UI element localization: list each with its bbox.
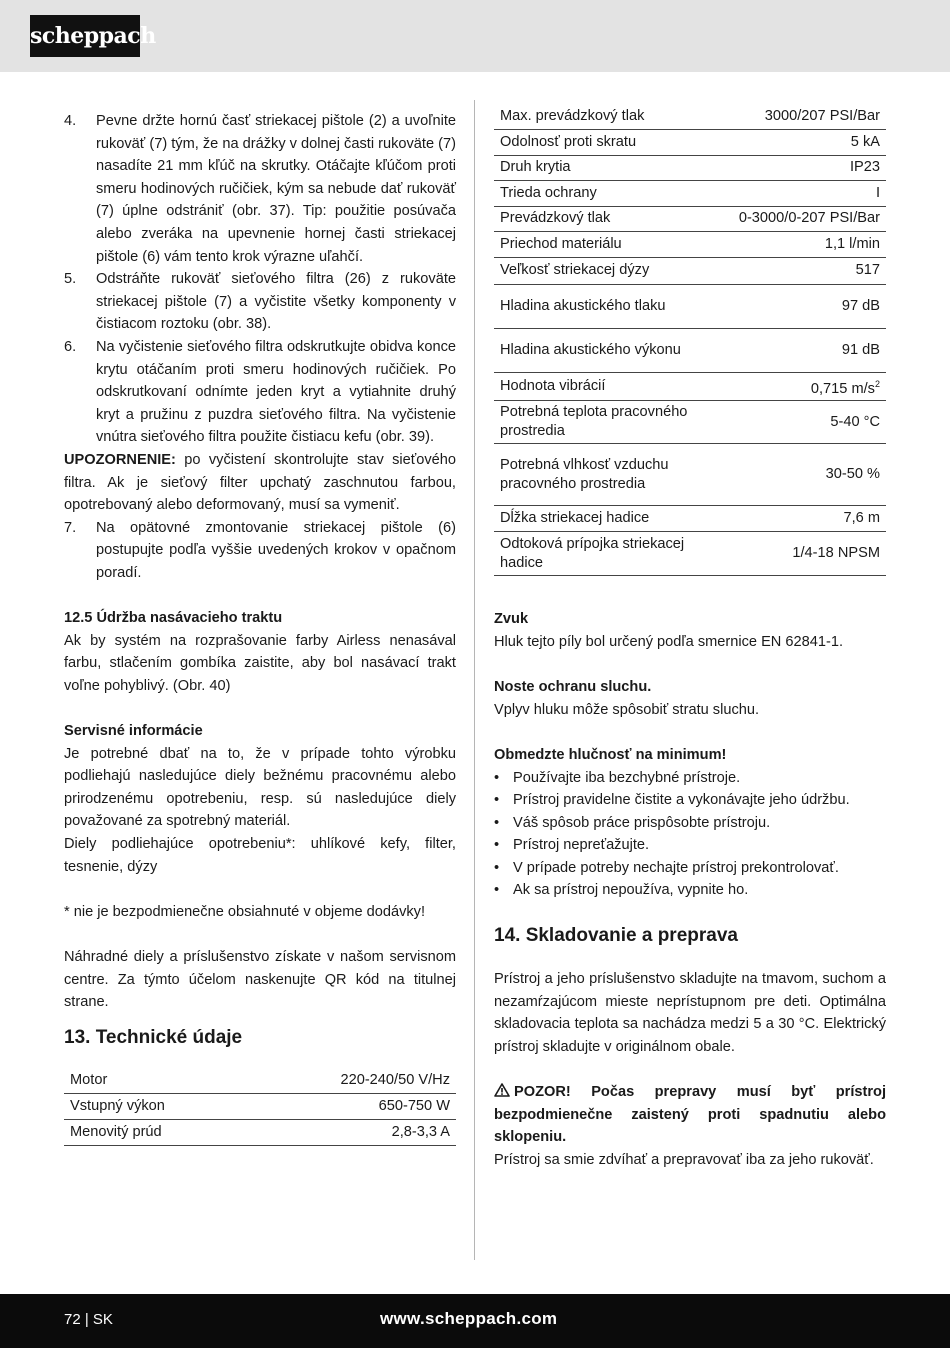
- spec-value-text: 650-750 W: [378, 1098, 450, 1115]
- spec-value: [724, 328, 886, 372]
- spec-label: Priechod materiálu: [494, 232, 724, 258]
- spec-value: [247, 1094, 456, 1120]
- step-number: 6.: [64, 338, 77, 355]
- spec-value-text: 3000/207 PSI/Bar: [764, 108, 880, 124]
- spec-row: [494, 506, 886, 532]
- bullet-text: Prístroj nepreťažujte.: [513, 837, 650, 854]
- spec-row: [494, 401, 886, 444]
- bullet-dot: •: [494, 814, 500, 831]
- hearing-title: Noste ochranu sluchu.: [494, 679, 652, 696]
- bullet-text: Prístroj pravidelne čistite a vykonávajte jeho údržbu.: [513, 792, 850, 809]
- spare-parts-text: Náhradné diely a príslušenstvo získate v našom servisnom centre. Za týmto účelom naskenujte QR kód na titulnej strane.: [64, 948, 456, 1011]
- spec-value: [724, 206, 886, 232]
- spec-label: Dĺžka striekacej hadice: [494, 506, 724, 532]
- section-12-5-text: Ak by systém na rozprašovanie farby Airless nenasával farbu, stlačením gombíka zaistite, aby bol nasávací trakt voľne pohyblivý. (Obr. 40): [64, 632, 456, 694]
- warning-triangle-icon: [494, 1082, 510, 1096]
- specs-table-right: [494, 104, 886, 576]
- bullet-item: [494, 857, 886, 880]
- website-link[interactable]: www.scheppach.com: [380, 1309, 558, 1328]
- page-number: 72 | SK: [64, 1311, 113, 1328]
- section-14-title: 14. Skladovanie a preprava: [494, 925, 738, 947]
- spec-value: [724, 130, 886, 156]
- bullet-dot: •: [494, 792, 500, 809]
- transport-warning: [494, 1081, 886, 1149]
- step-text: Pevne držte hornú časť striekacej pištole (2) a uvoľnite rukoväť (7) tým, že na drážky v dolnej časti rukoväte (7) nasadíte 21 mm kľúč na skrutky. Otáčajte kľúčom proti smeru hodinových ručičiek, kým sa nebude dať rukoväť (7) úplne odstrániť (obr. 37). Tip: použitie posúvača alebo zveráka na upevnenie hornej časti striekacej pištole (6) vám tento krok výrazne uľahčí.: [96, 113, 456, 265]
- sound-text: Hluk tejto píly bol určený podľa smernice EN 62841-1.: [494, 633, 844, 650]
- spec-label: Prevádzkový tlak: [494, 206, 724, 232]
- bullet-item: [494, 767, 886, 790]
- spec-row: [64, 1094, 456, 1120]
- spec-label: Vstupný výkon: [64, 1094, 247, 1120]
- step-text: Na vyčistenie sieťového filtra odskrutkujte obidva konce krytu otáčaním proti smeru hodinových ručičiek. Po odskrutkovaní odnímte jeden kryt a vytiahnite druhý kryt a pružinu z puzdra sieťového filtra. Na vyčistenie vnútra sieťového filtra použite čistiacu kefu (obr. 39).: [96, 338, 456, 446]
- service-text-1: Je potrebné dbať na to, že v prípade tohto výrobku podliehajú nasledujúce diely bežnému pracovnému alebo prirodzenému opotrebeniu, resp. sú nasledujúce diely považované za spotrebný materiál.: [64, 745, 456, 830]
- spec-row: [494, 444, 886, 506]
- step-text: Odstráňte rukoväť sieťového filtra (26) z rukoväte striekacej pištole (7) a vyčistite všetky komponenty v čistiacom roztoku (obr. 38).: [96, 271, 456, 333]
- service-text-2: Diely podliehajúce opotrebeniu*: uhlíkové kefy, filter, tesnenie, dýzy: [64, 836, 456, 875]
- spec-label: Druh krytia: [494, 155, 724, 181]
- numbered-step: [64, 268, 456, 336]
- spec-value-text: 1,1 l/min: [824, 235, 880, 252]
- noise-title: Obmedzte hlučnosť na minimum!: [494, 746, 727, 763]
- spec-label: Odtoková prípojka striekacej hadice: [494, 532, 724, 576]
- bullet-dot: •: [494, 837, 500, 854]
- spec-value: [724, 532, 886, 576]
- spec-value-text: 30-50 %: [825, 466, 880, 483]
- specs-table-left: [64, 1068, 456, 1147]
- spec-value-superscript: 2: [874, 378, 880, 389]
- spec-label: Max. prevádzkový tlak: [494, 104, 724, 130]
- notice-paragraph: [64, 449, 456, 517]
- notice-text: po vyčistení skontrolujte stav sieťového filtra. Ak je sieťový filter upchatý zaschnutou farbou, opotrebovaný alebo deformovaný, musí sa vymeniť.: [64, 451, 456, 514]
- spec-row: [494, 130, 886, 156]
- page-footer: [0, 1294, 950, 1348]
- spec-value: [724, 372, 886, 401]
- spec-value: [724, 257, 886, 284]
- spec-row: [494, 328, 886, 372]
- spec-value-text: 5 kA: [850, 133, 880, 150]
- spec-label: Odolnosť proti skratu: [494, 130, 724, 156]
- step-number: 7.: [64, 519, 77, 536]
- sound-title: Zvuk: [494, 611, 529, 628]
- spec-row: [494, 155, 886, 181]
- spec-row: [494, 284, 886, 328]
- spec-value-text: 220-240/50 V/Hz: [340, 1072, 450, 1088]
- spec-row: [64, 1120, 456, 1146]
- bullet-text: V prípade potreby nechajte prístroj prekontrolovať.: [513, 859, 839, 876]
- spec-row: [494, 206, 886, 232]
- section-12-5-title: 12.5 Údržba nasávacieho traktu: [64, 610, 283, 627]
- numbered-step: [64, 336, 456, 449]
- spec-value: [247, 1068, 456, 1094]
- spec-value-text: 517: [855, 262, 880, 278]
- spec-value-text: 0,715 m/s: [810, 380, 875, 397]
- transport-text: Prístroj sa smie zdvíhať a prepravovať iba za jeho rukoväť.: [494, 1151, 874, 1168]
- spec-label: Veľkosť striekacej dýzy: [494, 257, 724, 284]
- bullet-text: Váš spôsob práce prispôsobte prístroju.: [513, 814, 771, 831]
- bullet-item: [494, 789, 886, 812]
- spec-value: [724, 444, 886, 506]
- bullet-dot: •: [494, 769, 500, 786]
- bullet-dot: •: [494, 859, 500, 876]
- spec-row: [494, 257, 886, 284]
- step-text: Na opätovné zmontovanie striekacej pištole (6) postupujte podľa vyššie uvedených krokov v opačnom poradí.: [96, 519, 456, 581]
- spec-label: Motor: [64, 1068, 247, 1094]
- service-title: Servisné informácie: [64, 723, 203, 740]
- numbered-step: [64, 110, 456, 268]
- spec-value: [724, 155, 886, 181]
- spec-value-text: I: [875, 184, 880, 201]
- spec-label: Potrebná vlhkosť vzduchu pracovného prostredia: [494, 444, 724, 506]
- step-number: 4.: [64, 113, 77, 129]
- step-number: 5.: [64, 271, 77, 288]
- storage-text: Prístroj a jeho príslušenstvo skladujte na tmavom, suchom a nezamŕzajúcom mieste neprístupnom pre deti. Optimálna skladovacia teplota sa nachádza medzi 5 a 30 °C. Elektrický prístroj skladujte v originálnom obale.: [494, 971, 886, 1055]
- spec-label: Potrebná teplota pracovného prostredia: [494, 401, 724, 444]
- spec-value: [724, 181, 886, 207]
- spec-label: Hladina akustického tlaku: [494, 284, 724, 328]
- spec-row: [494, 104, 886, 130]
- spec-value: [724, 232, 886, 258]
- section-13-title: 13. Technické údaje: [64, 1026, 243, 1048]
- spec-label: Hodnota vibrácií: [494, 372, 724, 401]
- transport-warning-text: POZOR! Počas prepravy musí byť prístroj bezpodmienečne zaistený proti spadnutiu alebo sklopeniu.: [494, 1084, 886, 1146]
- spec-value-text: 0-3000/0-207 PSI/Bar: [738, 210, 880, 227]
- bullet-dot: •: [494, 882, 500, 899]
- bullet-text: Používajte iba bezchybné prístroje.: [513, 769, 741, 786]
- spec-value: [724, 284, 886, 328]
- steps-list-b: [64, 517, 456, 585]
- right-column: [494, 104, 886, 1171]
- bullet-item: [494, 812, 886, 835]
- bullet-item: [494, 834, 886, 857]
- hearing-text: Vplyv hluku môže spôsobiť stratu sluchu.: [494, 701, 760, 718]
- spec-value: [247, 1120, 456, 1146]
- spec-value-text: 7,6 m: [843, 510, 880, 527]
- spec-row: [64, 1068, 456, 1094]
- spec-row: [494, 232, 886, 258]
- spec-value-text: 5-40 °C: [830, 413, 880, 430]
- spec-label: Menovitý prúd: [64, 1120, 247, 1146]
- spec-label: Hladina akustického výkonu: [494, 328, 724, 372]
- page-header: [0, 0, 950, 72]
- spec-value: [724, 506, 886, 532]
- left-column: [64, 110, 456, 1146]
- bullet-item: [494, 879, 886, 902]
- spec-label: Trieda ochrany: [494, 181, 724, 207]
- spec-value: [724, 104, 886, 130]
- spec-value-text: 97 dB: [841, 297, 880, 314]
- notice-label: UPOZORNENIE:: [64, 451, 176, 468]
- spec-value-text: 2,8-3,3 A: [391, 1124, 450, 1141]
- spec-value-text: 1/4-18 NPSM: [792, 545, 880, 562]
- spec-value-text: 91 dB: [841, 341, 880, 358]
- numbered-step: [64, 517, 456, 585]
- spec-row: [494, 181, 886, 207]
- spec-row: [494, 532, 886, 576]
- bullet-text: Ak sa prístroj nepoužíva, vypnite ho.: [513, 882, 749, 899]
- spec-value-text: IP23: [849, 159, 880, 176]
- footnote: * nie je bezpodmienečne obsiahnuté v objeme dodávky!: [64, 903, 426, 920]
- noise-list: [494, 767, 886, 903]
- column-divider: [474, 100, 475, 1260]
- steps-list-a: [64, 110, 456, 449]
- spec-value: [724, 401, 886, 444]
- spec-row: [494, 372, 886, 401]
- scheppach-logo: scheppach: [30, 15, 140, 57]
